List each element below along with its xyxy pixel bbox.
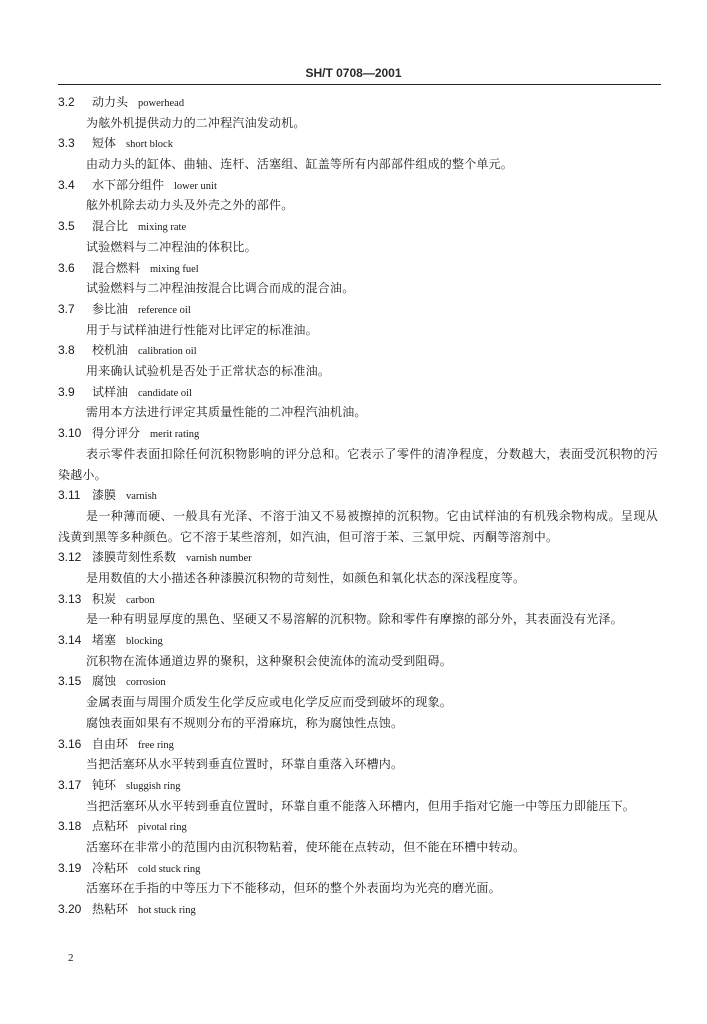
term-english: varnish xyxy=(126,491,157,503)
definition-entry xyxy=(58,671,658,733)
definition-entry xyxy=(58,382,658,423)
term-chinese: 点粘环 xyxy=(92,819,129,834)
clause-number: 3.10 xyxy=(58,426,82,441)
definition-text: 腐蚀表面如果有不规则分布的平滑麻坑，称为腐蚀性点蚀。 xyxy=(86,715,404,730)
definition-entry xyxy=(58,423,658,485)
term-line xyxy=(58,775,658,796)
clause-number: 3.19 xyxy=(58,860,82,875)
term-chinese: 动力头 xyxy=(92,95,129,109)
definition-entry xyxy=(58,92,658,133)
term-english: reference oil xyxy=(138,304,191,316)
term-chinese: 校机油 xyxy=(92,343,129,358)
term-line xyxy=(58,133,658,154)
clause-number: 3.17 xyxy=(58,777,82,792)
term-line xyxy=(58,485,658,506)
definition-text: 为舷外机提供动力的二冲程汽油发动机。 xyxy=(86,115,306,130)
definition-text: 试验燃料与二冲程油的体积比。 xyxy=(86,239,257,254)
page-number: 2 xyxy=(68,952,74,964)
term-line xyxy=(58,216,658,237)
term-english: lower unit xyxy=(174,180,217,192)
term-english: candidate oil xyxy=(138,387,192,399)
term-chinese: 得分评分 xyxy=(92,426,141,441)
definition-entry xyxy=(58,216,658,257)
term-english: varnish number xyxy=(186,553,252,565)
definition-entry xyxy=(58,547,658,588)
term-chinese: 腐蚀 xyxy=(92,674,117,689)
clause-number: 3.13 xyxy=(58,591,82,606)
definition-text: 表示零件表面扣除任何沉积物影响的评分总和。它表示了零件的清净程度，分数越大，表面受沉积物的污染越小。 xyxy=(58,446,658,482)
term-chinese: 漆膜苛刻性系数 xyxy=(92,550,177,565)
term-chinese: 参比油 xyxy=(92,301,129,316)
term-english: hot stuck ring xyxy=(138,905,196,917)
clause-number: 3.18 xyxy=(58,819,82,834)
definition-entry xyxy=(58,258,658,299)
term-chinese: 冷粘环 xyxy=(92,860,129,875)
term-english: powerhead xyxy=(138,98,185,109)
definition-entry xyxy=(58,175,658,216)
clause-number: 3.4 xyxy=(58,177,75,192)
term-english: pivotal ring xyxy=(138,822,187,834)
definition-text: 用来确认试验机是否处于正常状态的标准油。 xyxy=(86,364,331,379)
definition-entry xyxy=(58,630,658,671)
definition-entry xyxy=(58,340,658,381)
definition-text: 试验燃料与二冲程油按混合比调合而成的混合油。 xyxy=(86,281,355,296)
term-english: cold stuck ring xyxy=(138,863,201,875)
term-line xyxy=(58,816,658,837)
term-english: corrosion xyxy=(126,677,166,689)
term-english: mixing rate xyxy=(138,222,187,234)
term-line xyxy=(58,299,658,320)
definition-text: 活塞环在非常小的范围内由沉积物粘着，使环能在点转动，但不能在环槽中转动。 xyxy=(86,840,526,855)
term-chinese: 自由环 xyxy=(92,736,129,751)
term-line xyxy=(58,340,658,361)
definition-text: 需用本方法进行评定其质量性能的二冲程汽油机油。 xyxy=(86,405,367,420)
term-line xyxy=(58,423,658,444)
definition-entry xyxy=(58,858,658,899)
term-chinese: 堵塞 xyxy=(92,633,117,648)
definition-text: 金属表面与周围介质发生化学反应或电化学反应而受到破坏的现象。 xyxy=(86,695,453,710)
definition-entry xyxy=(58,775,658,816)
definition-entry xyxy=(58,734,658,775)
term-line xyxy=(58,382,658,403)
clause-number: 3.9 xyxy=(58,384,75,399)
standard-code-header: SH/T 0708—2001 xyxy=(305,66,402,80)
definition-text: 当把活塞环从水平转到垂直位置时，环靠自重落入环槽内。 xyxy=(86,757,404,772)
definition-entry xyxy=(58,899,658,920)
clause-number: 3.6 xyxy=(58,260,75,275)
clause-number: 3.8 xyxy=(58,343,75,358)
definition-entry xyxy=(58,485,658,547)
clause-number: 3.5 xyxy=(58,219,75,234)
header-rule xyxy=(58,84,661,85)
clause-number: 3.20 xyxy=(58,902,82,917)
term-line xyxy=(58,175,658,196)
term-line xyxy=(58,258,658,279)
definition-text: 是一种有明显厚度的黑色、坚硬又不易溶解的沉积物。除和零件有摩擦的部分外，其表面没有光泽。 xyxy=(86,612,623,627)
term-line xyxy=(58,899,658,920)
term-english: merit rating xyxy=(150,429,200,441)
definition-text: 由动力头的缸体、曲轴、连杆、活塞组、缸盖等所有内部部件组成的整个单元。 xyxy=(86,157,514,172)
definition-text: 舷外机除去动力头及外壳之外的部件。 xyxy=(86,198,294,213)
definition-text: 沉积物在流体通道边界的聚积，这种聚积会使流体的流动受到阻碍。 xyxy=(86,653,453,668)
term-chinese: 漆膜 xyxy=(92,488,117,503)
definition-text: 当把活塞环从水平转到垂直位置时，环靠自重不能落入环槽内，但用手指对它施一中等压力即能压下。 xyxy=(86,798,636,813)
clause-number: 3.16 xyxy=(58,736,82,751)
clause-number: 3.7 xyxy=(58,301,75,316)
definition-entry xyxy=(58,589,658,630)
definition-entry xyxy=(58,299,658,340)
definitions-list xyxy=(58,92,658,920)
term-english: calibration oil xyxy=(138,346,197,358)
clause-number: 3.15 xyxy=(58,674,82,689)
term-english: short block xyxy=(126,139,173,151)
definition-entry xyxy=(58,816,658,857)
term-english: free ring xyxy=(138,739,174,751)
clause-number: 3.3 xyxy=(58,136,75,151)
term-line xyxy=(58,734,658,755)
definition-text: 是用数值的大小描述各种漆膜沉积物的苛刻性，如颜色和氧化状态的深浅程度等。 xyxy=(86,571,526,585)
term-line xyxy=(58,671,658,692)
definition-text: 用于与试样油进行性能对比评定的标准油。 xyxy=(86,322,318,337)
term-line xyxy=(58,858,658,879)
definition-entry xyxy=(58,133,658,174)
term-chinese: 积炭 xyxy=(92,591,117,606)
term-chinese: 试样油 xyxy=(92,384,129,399)
term-chinese: 水下部分组件 xyxy=(92,177,165,192)
term-line xyxy=(58,589,658,610)
term-line xyxy=(58,547,658,568)
term-chinese: 混合燃料 xyxy=(92,260,141,275)
clause-number: 3.11 xyxy=(58,488,81,503)
term-chinese: 钝环 xyxy=(92,777,117,792)
term-chinese: 短体 xyxy=(92,136,117,151)
term-line xyxy=(58,630,658,651)
definition-text: 活塞环在手指的中等压力下不能移动，但环的整个外表面均为光亮的磨光面。 xyxy=(86,881,501,896)
term-english: sluggish ring xyxy=(126,780,181,792)
term-english: mixing fuel xyxy=(150,263,199,275)
term-chinese: 热粘环 xyxy=(92,902,129,917)
term-english: carbon xyxy=(126,594,155,606)
clause-number: 3.2 xyxy=(58,95,75,109)
clause-number: 3.12 xyxy=(58,550,82,565)
clause-number: 3.14 xyxy=(58,633,82,648)
term-chinese: 混合比 xyxy=(92,219,129,234)
term-english: blocking xyxy=(126,636,163,648)
term-line xyxy=(58,92,658,113)
definition-text: 是一种薄而硬、一般具有光泽、不溶于油又不易被擦掉的沉积物。它由试样油的有机残余物构成。呈现从浅黄到黑等多种颜色。它不溶于某些溶剂，如汽油，但可溶于苯、三氯甲烷、丙酮等溶剂中。 xyxy=(58,508,658,544)
